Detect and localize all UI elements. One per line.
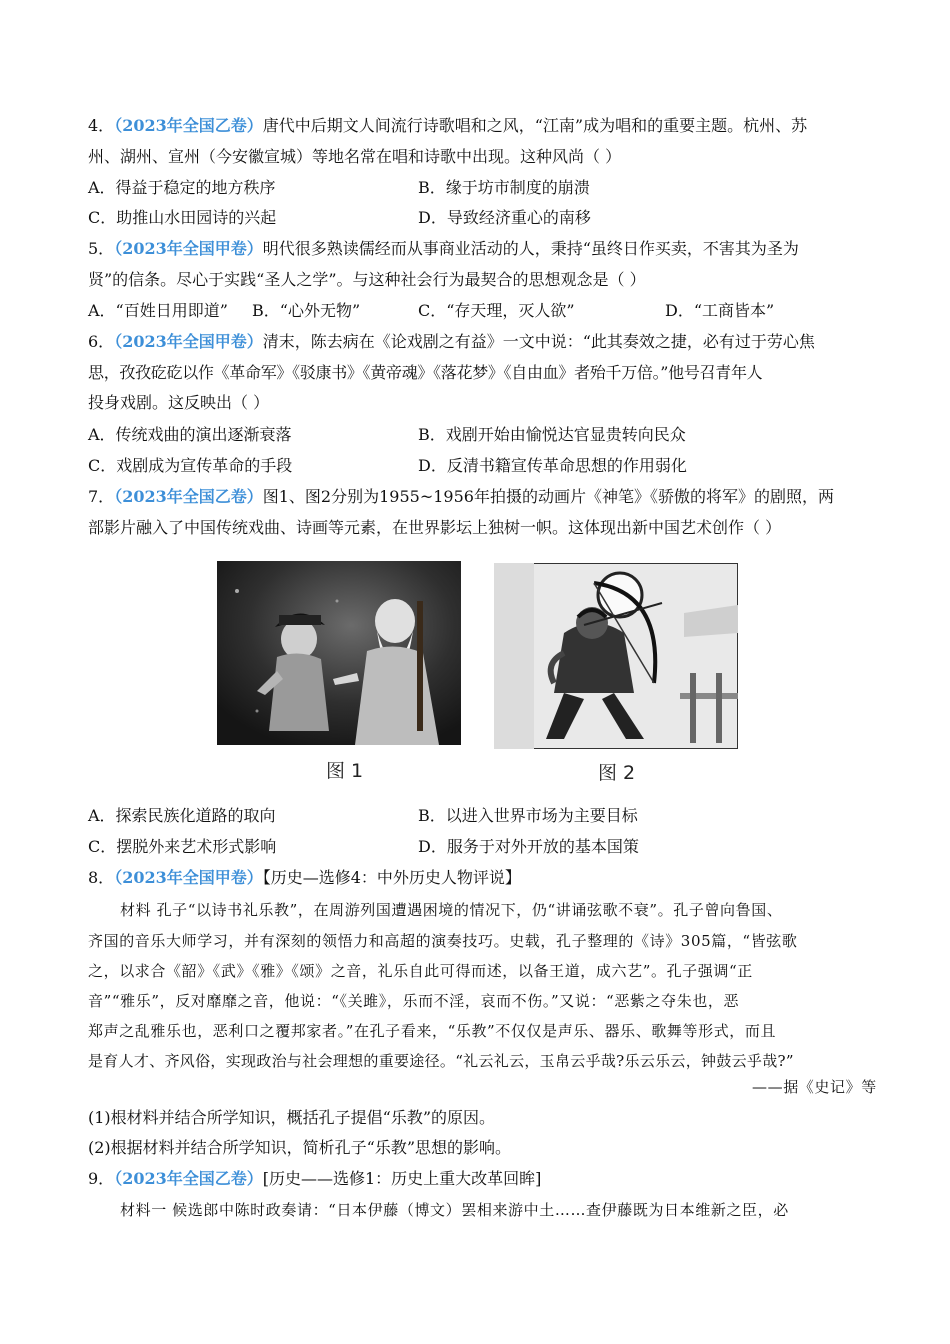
q4-option-d: D．导致经济重心的南移 [418, 208, 591, 227]
q6-option-a: A．传统戏曲的演出逐渐衰落 [88, 425, 292, 444]
q5-option-d: D．“工商皆本” [665, 301, 775, 320]
q7-line2: 部影片融入了中国传统戏曲、诗画等元素，在世界影坛上独树一帜。这体现出新中国艺术创作（ ） [88, 518, 782, 537]
q8-material-line: 齐国的音乐大师学习，并有深刻的领悟力和高超的演奏技巧。史载，孔子整理的《诗》305篇，“皆弦歌 [88, 932, 798, 950]
q4-option-a: A．得益于稳定的地方秩序 [88, 178, 276, 197]
q4-line2: 州、湖州、宣州（今安徽宣城）等地名常在唱和诗歌中出现。这种风尚（ ） [88, 147, 622, 166]
q7-line1: 7．（2023年全国乙卷）图1、图2分别为1955~1956年拍摄的动画片《神笔》《骄傲的将军》的剧照，两 [88, 487, 834, 506]
q5-option-b: B．“心外无物” [252, 301, 361, 320]
q6-line1: 6．（2023年全国甲卷）清末，陈去病在《论戏剧之有益》一文中说：“此其奏效之捷，必有过于劳心焦 [88, 332, 815, 351]
q4-line1: 4．（2023年全国乙卷）唐代中后期文人间流行诗歌唱和之风，“江南”成为唱和的重要主题。杭州、苏 [88, 116, 808, 135]
q8-material-line: 郑声之乱雅乐也，恶利口之覆邦家者。”在孔子看来，“乐教”不仅仅是声乐、器乐、歌舞等形式，而且 [88, 1022, 777, 1040]
q5-line1: 5．（2023年全国甲卷）明代很多熟读儒经而从事商业活动的人，秉持“虽终日作买卖，不害其为圣为 [88, 239, 799, 258]
q8-material-line: 之，以求合《韶》《武》《雅》《颂》之音，礼乐自此可得而述，以备王道，成六艺”。孔子强调“正 [88, 962, 753, 980]
q8-citation: ——据《史记》等 [752, 1078, 877, 1096]
q8-source: （2023年全国甲卷） [114, 868, 263, 887]
q8-subquestion-2: (2)根据材料并结合所学知识，简析孔子“乐教”思想的影响。 [88, 1138, 512, 1157]
q8-material-line: 是育人才、齐风俗，实现政治与社会理想的重要途径。“礼云礼云，玉帛云乎哉?乐云乐云，钟鼓云乎哉?” [88, 1052, 794, 1070]
q7-option-a: A．探索民族化道路的取向 [88, 806, 276, 825]
q4-source: （2023年全国乙卷） [114, 116, 263, 135]
figure-1-image [217, 561, 461, 745]
q6-line3: 投身戏剧。这反映出（ ） [88, 393, 270, 412]
q7-option-b: B．以进入世界市场为主要目标 [418, 806, 638, 825]
q4-option-b: B．缘于坊市制度的崩溃 [418, 178, 590, 197]
q4-option-c: C．助推山水田园诗的兴起 [88, 208, 277, 227]
q5-source: （2023年全国甲卷） [114, 239, 263, 258]
q9-source: （2023年全国乙卷） [114, 1169, 263, 1188]
figure-2-image [494, 563, 738, 749]
q5-option-a: A．“百姓日用即道” [88, 301, 228, 320]
q5-option-c: C．“存天理，灭人欲” [418, 301, 575, 320]
q8-material-line: 音”“雅乐”，反对靡靡之音，他说：“《关雎》，乐而不淫，哀而不伤。”又说：“恶紫之夺朱也，恶 [88, 992, 740, 1010]
q5-line2: 贤”的信条。尽心于实践“圣人之学”。与这种社会行为最契合的思想观念是（ ） [88, 270, 646, 289]
q8-topic: 【历史—选修4：中外历史人物评说】 [262, 868, 521, 887]
q7-option-d: D．服务于对外开放的基本国策 [418, 837, 639, 856]
q6-option-b: B．戏剧开始由愉悦达官显贵转向民众 [418, 425, 686, 444]
figure-2-still [494, 563, 738, 749]
q9-header: 9．（2023年全国乙卷）[历史——选修1：历史上重大改革回眸] [88, 1169, 542, 1188]
q6-line2: 思，孜孜矻矻以作《革命军》《驳康书》《黄帝魂》《落花梦》《自由血》者殆千万倍。”他号召青年人 [88, 363, 763, 382]
figure-1-caption: 图 1 [326, 760, 364, 782]
q7-source: （2023年全国乙卷） [114, 487, 263, 506]
q8-subquestion-1: (1)根材料并结合所学知识，概括孔子提倡“乐教”的原因。 [88, 1108, 496, 1127]
q8-header: 8．（2023年全国甲卷）【历史—选修4：中外历史人物评说】 [88, 868, 521, 887]
q6-option-c: C．戏剧成为宣传革命的手段 [88, 456, 293, 475]
figure-2-caption: 图 2 [598, 762, 636, 784]
q8-material-line: 材料 孔子“以诗书礼乐教”，在周游列国遭遇困境的情况下，仍“讲诵弦歌不衰”。孔子曾向鲁国、 [120, 901, 783, 919]
q6-source: （2023年全国甲卷） [114, 332, 263, 351]
figure-1-still [217, 561, 461, 745]
q9-material-1: 材料一 候选郎中陈时政奏请：“日本伊藤（博文）罢相来游中土……查伊藤既为日本维新之臣，必 [120, 1201, 789, 1219]
q7-option-c: C．摆脱外来艺术形式影响 [88, 837, 277, 856]
q6-option-d: D．反清书籍宣传革命思想的作用弱化 [418, 456, 687, 475]
q9-topic: [历史——选修1：历史上重大改革回眸] [262, 1169, 542, 1188]
